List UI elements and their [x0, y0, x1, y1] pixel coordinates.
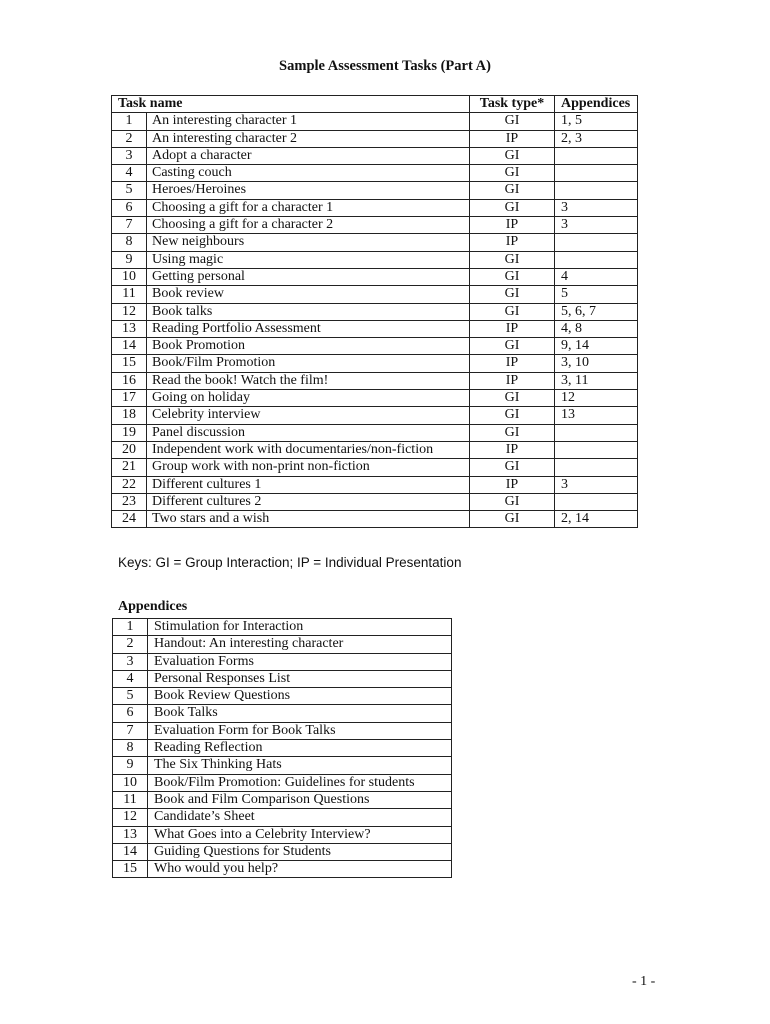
task-name: Choosing a gift for a character 2 [147, 217, 470, 234]
task-type: GI [470, 113, 555, 130]
task-appendices: 13 [555, 407, 638, 424]
task-appendices [555, 165, 638, 182]
appendix-name: Book Talks [148, 705, 452, 722]
appendix-name: Stimulation for Interaction [148, 619, 452, 636]
appendix-number: 3 [113, 653, 148, 670]
task-name: Using magic [147, 251, 470, 268]
task-type: GI [470, 268, 555, 285]
task-type: GI [470, 493, 555, 510]
appendix-name: Personal Responses List [148, 670, 452, 687]
appendix-name: Who would you help? [148, 861, 452, 878]
appendix-name: Guiding Questions for Students [148, 843, 452, 860]
task-name: Book/Film Promotion [147, 355, 470, 372]
page-title: Sample Assessment Tasks (Part A) [279, 58, 491, 74]
task-name: Adopt a character [147, 147, 470, 164]
task-type: GI [470, 286, 555, 303]
task-number: 20 [112, 441, 147, 458]
task-type: GI [470, 303, 555, 320]
task-appendices: 1, 5 [555, 113, 638, 130]
tasks-header-row [112, 96, 638, 113]
task-row [112, 268, 638, 285]
task-row [112, 338, 638, 355]
task-number: 23 [112, 493, 147, 510]
appendix-row [113, 843, 452, 860]
task-type: GI [470, 424, 555, 441]
task-appendices: 3 [555, 476, 638, 493]
task-number: 6 [112, 199, 147, 216]
task-appendices [555, 182, 638, 199]
task-name: New neighbours [147, 234, 470, 251]
task-row [112, 493, 638, 510]
task-number: 3 [112, 147, 147, 164]
task-type: IP [470, 130, 555, 147]
task-row [112, 407, 638, 424]
task-row [112, 355, 638, 372]
task-appendices [555, 147, 638, 164]
task-type: GI [470, 338, 555, 355]
appendix-row [113, 670, 452, 687]
task-row [112, 511, 638, 528]
task-number: 5 [112, 182, 147, 199]
task-number: 8 [112, 234, 147, 251]
task-type: IP [470, 217, 555, 234]
task-row [112, 217, 638, 234]
appendix-number: 11 [113, 791, 148, 808]
task-row [112, 320, 638, 337]
task-appendices: 4 [555, 268, 638, 285]
task-type: IP [470, 372, 555, 389]
appendix-row [113, 722, 452, 739]
task-name: Panel discussion [147, 424, 470, 441]
appendix-name: Book Review Questions [148, 688, 452, 705]
task-appendices [555, 441, 638, 458]
task-name: An interesting character 1 [147, 113, 470, 130]
task-type: GI [470, 165, 555, 182]
task-number: 19 [112, 424, 147, 441]
task-number: 12 [112, 303, 147, 320]
task-number: 18 [112, 407, 147, 424]
appendix-name: Evaluation Forms [148, 653, 452, 670]
appendix-name: Reading Reflection [148, 740, 452, 757]
task-type: GI [470, 182, 555, 199]
task-appendices [555, 251, 638, 268]
task-number: 2 [112, 130, 147, 147]
appendix-row [113, 653, 452, 670]
task-type: GI [470, 407, 555, 424]
appendix-name: Candidate’s Sheet [148, 809, 452, 826]
appendix-number: 13 [113, 826, 148, 843]
task-row [112, 303, 638, 320]
task-appendices: 3 [555, 199, 638, 216]
appendix-row [113, 619, 452, 636]
task-appendices: 3, 10 [555, 355, 638, 372]
task-number: 17 [112, 390, 147, 407]
appendix-row [113, 705, 452, 722]
appendix-number: 8 [113, 740, 148, 757]
task-name: Reading Portfolio Assessment [147, 320, 470, 337]
task-number: 14 [112, 338, 147, 355]
appendix-row [113, 809, 452, 826]
task-number: 11 [112, 286, 147, 303]
task-row [112, 251, 638, 268]
appendix-row [113, 688, 452, 705]
task-row [112, 234, 638, 251]
task-row [112, 113, 638, 130]
task-appendices: 5 [555, 286, 638, 303]
task-number: 21 [112, 459, 147, 476]
appendices-body [113, 619, 452, 878]
task-appendices: 9, 14 [555, 338, 638, 355]
appendix-row [113, 774, 452, 791]
task-row [112, 390, 638, 407]
header-task-name: Task name [112, 96, 470, 113]
appendix-row [113, 757, 452, 774]
task-row [112, 372, 638, 389]
task-type: GI [470, 251, 555, 268]
task-name: Book Promotion [147, 338, 470, 355]
appendix-number: 7 [113, 722, 148, 739]
task-name: Heroes/Heroines [147, 182, 470, 199]
task-type: GI [470, 199, 555, 216]
appendix-row [113, 636, 452, 653]
tasks-body [112, 113, 638, 528]
task-type: IP [470, 234, 555, 251]
task-appendices: 2, 14 [555, 511, 638, 528]
task-name: Casting couch [147, 165, 470, 182]
task-row [112, 165, 638, 182]
task-appendices [555, 424, 638, 441]
task-type: IP [470, 441, 555, 458]
task-number: 10 [112, 268, 147, 285]
task-type: IP [470, 355, 555, 372]
appendix-number: 12 [113, 809, 148, 826]
task-number: 4 [112, 165, 147, 182]
task-type: GI [470, 390, 555, 407]
task-name: Read the book! Watch the film! [147, 372, 470, 389]
task-number: 22 [112, 476, 147, 493]
appendix-number: 4 [113, 670, 148, 687]
task-type: GI [470, 147, 555, 164]
task-name: Two stars and a wish [147, 511, 470, 528]
appendix-number: 15 [113, 861, 148, 878]
task-number: 1 [112, 113, 147, 130]
appendix-number: 9 [113, 757, 148, 774]
task-type: IP [470, 476, 555, 493]
task-name: Different cultures 2 [147, 493, 470, 510]
appendix-number: 2 [113, 636, 148, 653]
task-name: An interesting character 2 [147, 130, 470, 147]
appendices-table [112, 618, 452, 878]
task-appendices [555, 459, 638, 476]
task-name: Different cultures 1 [147, 476, 470, 493]
appendix-name: What Goes into a Celebrity Interview? [148, 826, 452, 843]
task-number: 13 [112, 320, 147, 337]
task-type: IP [470, 320, 555, 337]
appendix-name: Book/Film Promotion: Guidelines for students [148, 774, 452, 791]
appendix-number: 5 [113, 688, 148, 705]
task-appendices: 2, 3 [555, 130, 638, 147]
task-number: 16 [112, 372, 147, 389]
task-name: Independent work with documentaries/non-fiction [147, 441, 470, 458]
appendix-number: 1 [113, 619, 148, 636]
task-row [112, 182, 638, 199]
task-name: Celebrity interview [147, 407, 470, 424]
header-task-type: Task type* [470, 96, 555, 113]
task-row [112, 424, 638, 441]
appendix-name: Evaluation Form for Book Talks [148, 722, 452, 739]
appendix-name: The Six Thinking Hats [148, 757, 452, 774]
appendix-number: 6 [113, 705, 148, 722]
task-name: Getting personal [147, 268, 470, 285]
task-row [112, 130, 638, 147]
task-row [112, 199, 638, 216]
page-number: - 1 - [632, 974, 656, 989]
task-name: Going on holiday [147, 390, 470, 407]
header-appendices: Appendices [555, 96, 638, 113]
task-appendices [555, 493, 638, 510]
task-appendices [555, 234, 638, 251]
appendix-row [113, 826, 452, 843]
appendix-number: 14 [113, 843, 148, 860]
task-number: 24 [112, 511, 147, 528]
task-number: 15 [112, 355, 147, 372]
tasks-table [111, 95, 638, 528]
task-number: 9 [112, 251, 147, 268]
appendix-row [113, 791, 452, 808]
task-type: GI [470, 511, 555, 528]
keys-legend: Keys: GI = Group Interaction; IP = Individual Presentation [118, 555, 462, 570]
task-name: Group work with non-print non-fiction [147, 459, 470, 476]
task-appendices: 3 [555, 217, 638, 234]
task-appendices: 3, 11 [555, 372, 638, 389]
task-row [112, 286, 638, 303]
task-name: Choosing a gift for a character 1 [147, 199, 470, 216]
appendix-row [113, 861, 452, 878]
appendix-number: 10 [113, 774, 148, 791]
appendix-name: Handout: An interesting character [148, 636, 452, 653]
task-name: Book review [147, 286, 470, 303]
task-row [112, 147, 638, 164]
task-row [112, 476, 638, 493]
task-number: 7 [112, 217, 147, 234]
appendix-row [113, 740, 452, 757]
appendix-name: Book and Film Comparison Questions [148, 791, 452, 808]
task-name: Book talks [147, 303, 470, 320]
task-appendices: 5, 6, 7 [555, 303, 638, 320]
task-row [112, 459, 638, 476]
task-type: GI [470, 459, 555, 476]
task-appendices: 4, 8 [555, 320, 638, 337]
task-appendices: 12 [555, 390, 638, 407]
appendices-heading: Appendices [118, 599, 188, 614]
task-row [112, 441, 638, 458]
